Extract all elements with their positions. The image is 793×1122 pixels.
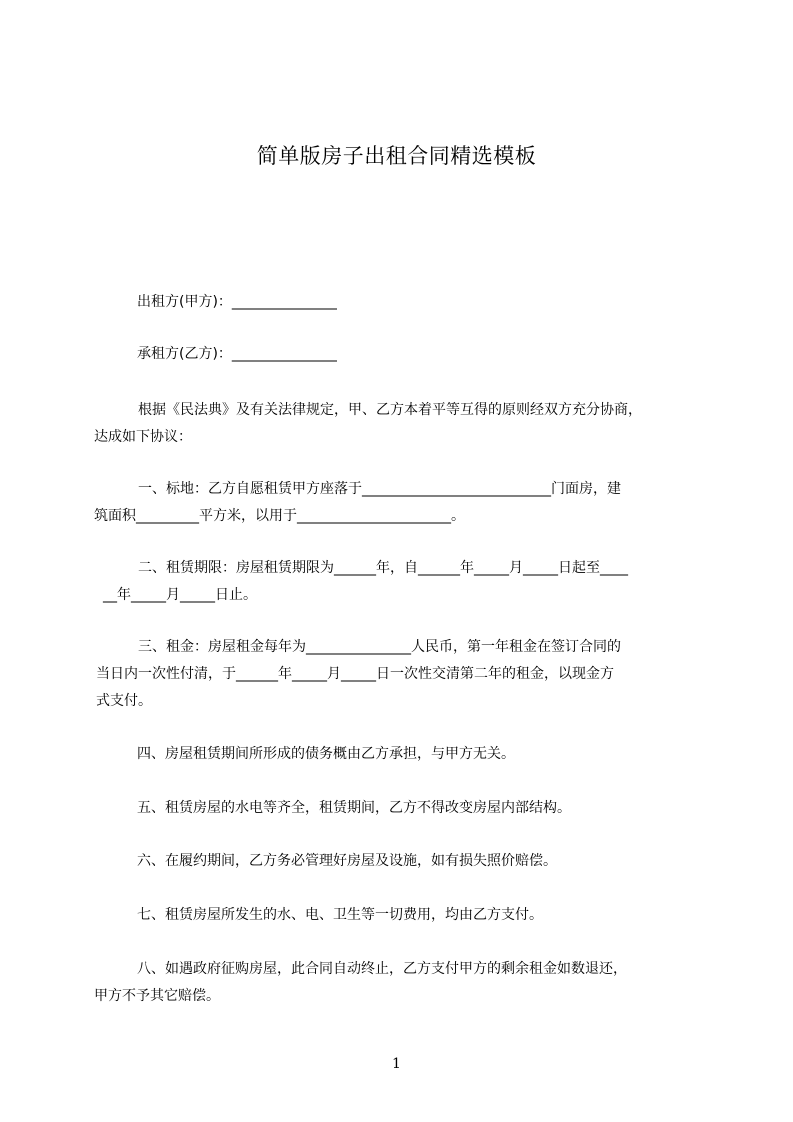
clause-7: 七、租赁房屋所发生的水、电、卫生等一切费用，均由乙方支付。 xyxy=(137,907,543,923)
clause-1-line-2: 筑面积_________平方米，以用于______________________。 xyxy=(94,508,465,524)
clause-1-line-1: 一、标地：乙方自愿租赁甲方座落于___________________________门面房，建 xyxy=(138,481,621,497)
intro-line-2: 达成如下协议： xyxy=(94,429,192,445)
page-number: 1 xyxy=(392,1056,401,1072)
clause-3-line-1: 三、租金：房屋租金每年为_______________人民币，第一年租金在签订合同的 xyxy=(138,639,621,655)
clause-6: 六、在履约期间，乙方务必管理好房屋及设施，如有损失照价赔偿。 xyxy=(137,853,557,869)
lessee-line: 承租方(乙方)：_______________ xyxy=(137,346,337,362)
clause-2-line-2: __年_____月_____日止。 xyxy=(103,587,257,603)
document-title: 简单版房子出租合同精选模板 xyxy=(256,144,537,168)
lessor-line: 出租方(甲方)：_______________ xyxy=(137,294,337,310)
clause-3-line-3: 式支付。 xyxy=(96,693,152,709)
clause-4: 四、房屋租赁期间所形成的债务概由乙方承担，与甲方无关。 xyxy=(137,746,515,762)
clause-2-line-1: 二、租赁期限：房屋租赁期限为______年，自______年_____月_____日起至____ xyxy=(138,560,628,576)
clause-5: 五、租赁房屋的水电等齐全，租赁期间，乙方不得改变房屋内部结构。 xyxy=(137,800,571,816)
clause-8-line-2: 甲方不予其它赔偿。 xyxy=(94,988,220,1004)
clause-8-line-1: 八、如遇政府征购房屋，此合同自动终止，乙方支付甲方的剩余租金如数退还， xyxy=(137,961,627,977)
clause-3-line-2: 当日内一次性付清，于______年_____月_____日一次性交清第二年的租金，以现金方 xyxy=(96,666,614,682)
intro-line-1: 根据《民法典》及有关法律规定，甲、乙方本着平等互得的原则经双方充分协商， xyxy=(138,402,642,418)
